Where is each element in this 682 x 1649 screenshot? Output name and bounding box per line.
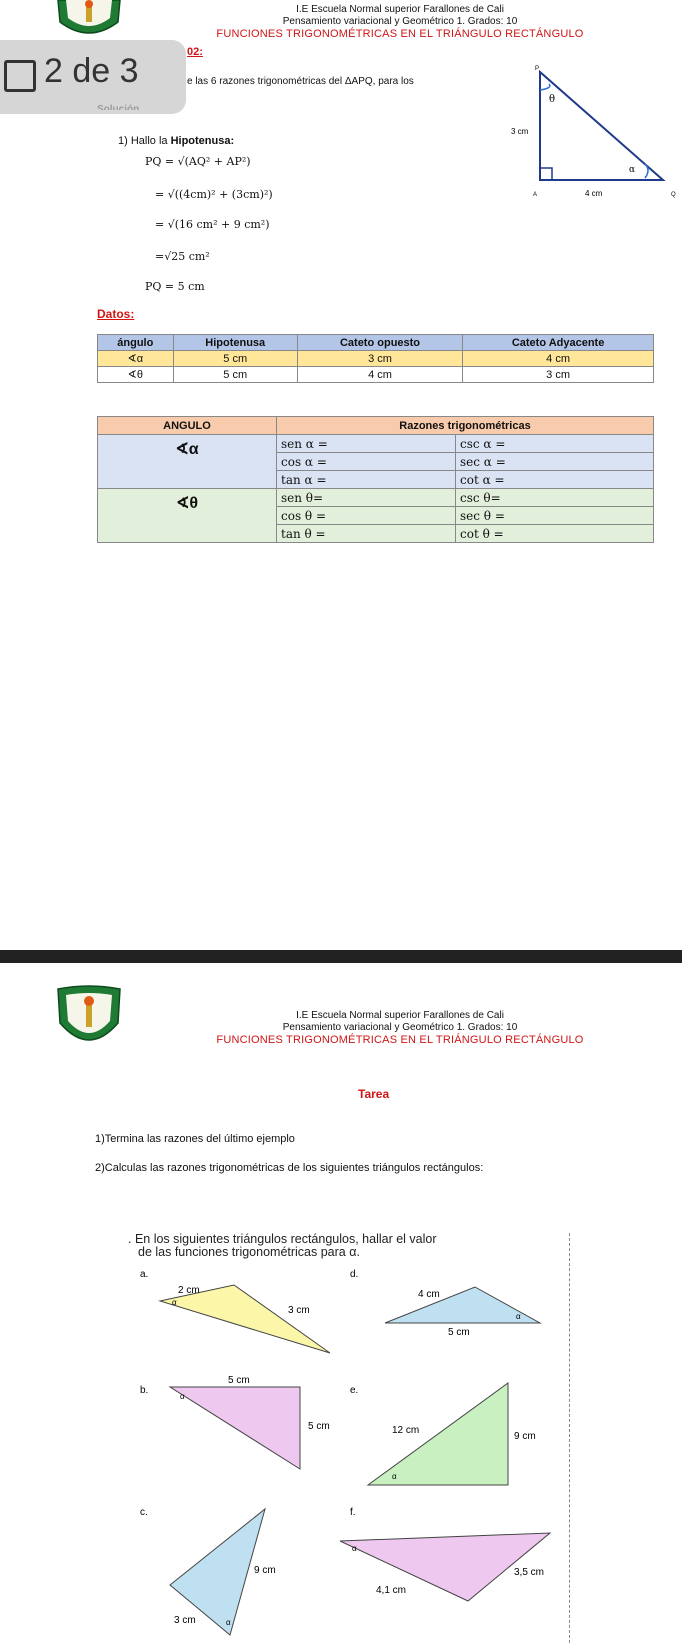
cell: cot θ =: [456, 525, 654, 543]
equation-1: PQ = √(AQ² + AP²): [145, 155, 251, 168]
triangle-b-alpha: α: [180, 1392, 185, 1401]
triangle-apq: [505, 60, 680, 210]
cell: cot α =: [456, 471, 654, 489]
header-razones: Razones trigonométricas: [277, 417, 654, 435]
triangle-e: [368, 1383, 508, 1485]
table-row: [98, 367, 654, 383]
page-counter: 2 de 3: [44, 52, 139, 90]
triangle-e-alpha: α: [392, 1472, 397, 1481]
data-table: [97, 334, 654, 383]
table-row: [98, 435, 654, 453]
instructions-line-2: de las funciones trigonométricas para α.: [138, 1245, 360, 1259]
table-header-row: [98, 335, 654, 351]
document-header: [140, 4, 660, 40]
cell: 4 cm: [463, 351, 654, 367]
alpha-angle-cell: ∢α: [98, 435, 277, 489]
cell: tan α =: [277, 471, 456, 489]
datos-label: Datos:: [97, 307, 135, 321]
page-2: [0, 963, 682, 1649]
triangle-b-side-1: 5 cm: [228, 1375, 250, 1386]
label-d: d.: [350, 1269, 359, 1280]
header-cateto-adyacente: Cateto Adyacente: [463, 335, 654, 351]
cell: 3 cm: [297, 351, 462, 367]
triangle-d-alpha: α: [516, 1312, 521, 1321]
topic-title: FUNCIONES TRIGONOMÉTRICAS EN EL TRIÁNGULO RECTÁNGULO: [216, 28, 584, 40]
vertex-p: P: [535, 66, 540, 72]
cell: 4 cm: [297, 367, 462, 383]
label-c: c.: [140, 1507, 148, 1518]
page-separator: [0, 950, 682, 963]
instructions-line-1: . En los siguientes triángulos rectángulos, hallar el valor: [128, 1232, 437, 1246]
label-a: a.: [140, 1269, 149, 1280]
triangle-b-side-2: 5 cm: [308, 1421, 330, 1432]
equation-2: = √((4cm)² + (3cm)²): [155, 188, 273, 201]
right-angle-mark: [540, 168, 552, 180]
triangle-a-side-1: 2 cm: [178, 1285, 200, 1296]
angle-theta: θ: [549, 94, 556, 105]
label-f: f.: [350, 1507, 356, 1518]
triangle-e-side-2: 9 cm: [514, 1431, 536, 1442]
example-intro: e las 6 razones trigonométricas del ΔAPQ, para los: [187, 76, 414, 87]
triangle-c-side-2: 3 cm: [174, 1615, 196, 1626]
triangle-d-side-1: 4 cm: [418, 1289, 440, 1300]
school-name: I.E Escuela Normal superior Farallones de Cali: [296, 4, 504, 15]
triangle-d-side-2: 5 cm: [448, 1327, 470, 1338]
homework-item-2: 2)Calculas las razones trigonométricas de los siguientes triángulos rectángulos:: [95, 1162, 484, 1174]
triangle-f-side-2: 3,5 cm: [514, 1567, 545, 1578]
step-1-prefix: 1) Hallo la: [118, 135, 171, 147]
cell: sec α =: [456, 453, 654, 471]
topic-title: FUNCIONES TRIGONOMÉTRICAS EN EL TRIÁNGULO RECTÁNGULO: [216, 1034, 584, 1046]
cell: cos α =: [277, 453, 456, 471]
triangle-f-alpha: α: [352, 1544, 357, 1553]
page-counter-badge: [0, 40, 186, 114]
label-b: b.: [140, 1385, 149, 1396]
tarea-heading: Tarea: [358, 1087, 390, 1101]
triangle-c-side-1: 9 cm: [254, 1565, 276, 1576]
cell: cos θ =: [277, 507, 456, 525]
triangle-e-side-1: 12 cm: [392, 1425, 420, 1436]
theta-angle-cell: ∢θ: [98, 489, 277, 543]
cell: 5 cm: [173, 351, 297, 367]
side-aq-length: 4 cm: [585, 189, 603, 198]
school-name: I.E Escuela Normal superior Farallones de Cali: [296, 1010, 504, 1021]
cell: ∢θ: [98, 367, 174, 383]
homework-item-1: 1)Termina las razones del último ejemplo: [95, 1133, 295, 1145]
document-header: [140, 1010, 660, 1046]
triangle-shape: [540, 72, 663, 180]
equation-5: PQ = 5 cm: [145, 280, 205, 293]
vertex-q: Q: [671, 192, 676, 198]
cell: 3 cm: [463, 367, 654, 383]
exercise-triangles: [130, 1263, 570, 1643]
header-angulo: ángulo: [98, 335, 174, 351]
page-icon: [4, 60, 36, 92]
step-1-bold: Hipotenusa:: [170, 135, 235, 147]
cell: ∢α: [98, 351, 174, 367]
label-e: e.: [350, 1385, 359, 1396]
side-ap-length: 3 cm: [511, 127, 529, 136]
vertex-a: A: [533, 192, 538, 198]
cell: sen θ=: [277, 489, 456, 507]
triangle-c-alpha: α: [226, 1618, 231, 1627]
equation-4: =√25 cm²: [155, 250, 210, 263]
header-angulo: ANGULO: [98, 417, 277, 435]
header-hipotenusa: Hipotenusa: [173, 335, 297, 351]
angle-alpha: α: [629, 165, 636, 175]
table-row: [98, 489, 654, 507]
step-1: [118, 135, 234, 147]
cell: sen α =: [277, 435, 456, 453]
example-label: 02:: [187, 46, 203, 58]
course-subtitle: Pensamiento variacional y Geométrico 1. Grados: 10: [282, 16, 518, 27]
school-crest-icon: [56, 983, 122, 1055]
ratios-table: [97, 416, 654, 543]
triangle-a-side-2: 3 cm: [288, 1305, 310, 1316]
triangle-a-alpha: α: [172, 1298, 177, 1307]
cell: csc θ=: [456, 489, 654, 507]
cell: tan θ =: [277, 525, 456, 543]
exercise-instructions: [128, 1233, 437, 1259]
equation-3: = √(16 cm² + 9 cm²): [155, 218, 270, 231]
triangle-f-side-1: 4,1 cm: [376, 1585, 407, 1596]
ratios-header-row: [98, 417, 654, 435]
cell: csc α =: [456, 435, 654, 453]
triangle-b: [170, 1387, 300, 1469]
course-subtitle: Pensamiento variacional y Geométrico 1. Grados: 10: [282, 1022, 518, 1033]
cell: 5 cm: [173, 367, 297, 383]
school-crest-icon: [56, 0, 122, 44]
header-cateto-opuesto: Cateto opuesto: [297, 335, 462, 351]
cell: sec θ =: [456, 507, 654, 525]
table-row: [98, 351, 654, 367]
